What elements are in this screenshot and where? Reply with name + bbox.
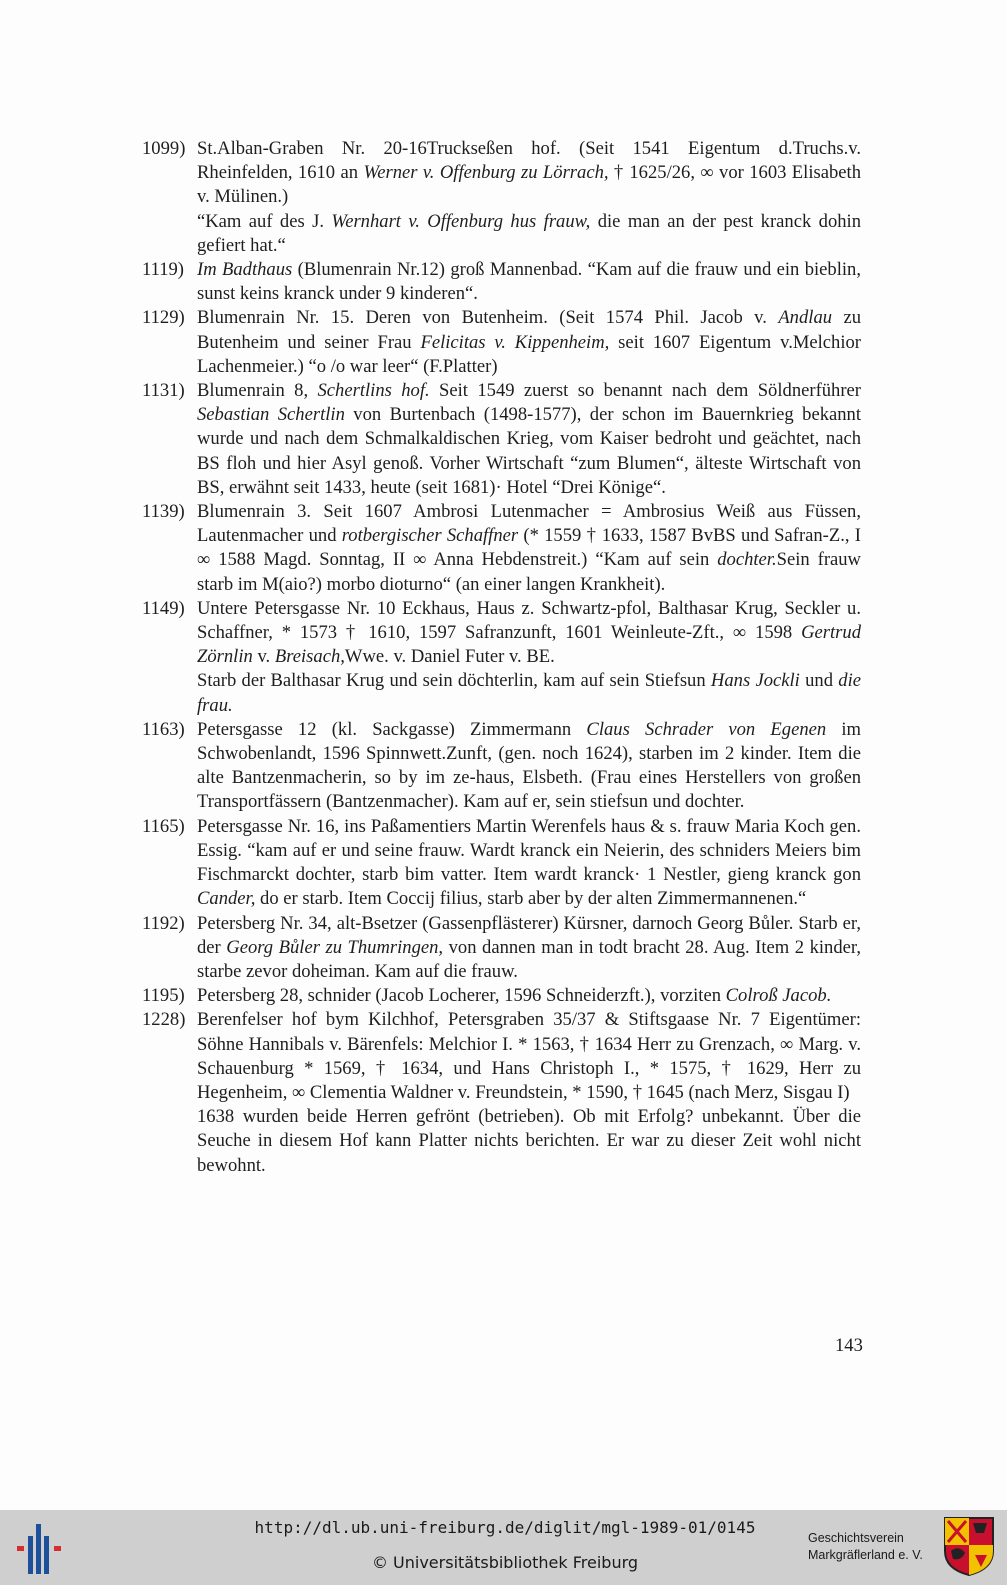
entry-number: 1139) xyxy=(142,501,185,523)
entry xyxy=(142,1008,862,1177)
text-segment: die man an der pest kranck dohin gefiert hat.“ xyxy=(197,210,862,256)
entry-number: 1149) xyxy=(142,597,185,619)
text-segment: Petersberg Nr. 34, alt-Bsetzer (Gassenpflästerer) Kürsner, darnoch Georg Bůler. Starb er, der xyxy=(197,912,861,958)
entry-paragraph xyxy=(197,1008,861,1105)
text-segment: von dannen man in todt bracht 28. Aug. Item 2 kinder, starbe zevor doheiman. Kam auf die frauw. xyxy=(197,936,862,982)
entry-paragraph xyxy=(197,379,861,500)
entry-paragraph xyxy=(197,669,861,717)
entry-number: 1099) xyxy=(142,138,186,159)
entry-number: 1228) xyxy=(142,1009,186,1031)
text-segment: Starb der Balthasar Krug und sein döchterlin, kam auf sein Stiefsun xyxy=(197,670,711,692)
entry xyxy=(142,137,862,258)
entry xyxy=(142,815,862,912)
entry-paragraph xyxy=(197,984,861,1008)
entry-number: 1195) xyxy=(142,985,185,1007)
text-segment: Wwe. v. Daniel Futer v. BE. xyxy=(344,646,555,668)
text-segment: (* 1559 † 1633, 1587 BvBS und Safran-Z., I ∞ 1588 Magd. Sonntag, II ∞ Anna Hebdenstreit.) “Kam auf sein xyxy=(197,525,861,571)
page-number: 143 xyxy=(835,1335,863,1356)
entry xyxy=(142,379,862,500)
source-url-link[interactable]: http://dl.ub.uni-freiburg.de/diglit/mgl-1989-01/0145 xyxy=(254,1518,756,1537)
entry xyxy=(142,912,862,985)
coat-of-arms-icon xyxy=(942,1515,996,1577)
entry-text xyxy=(197,500,861,597)
entry-text xyxy=(197,984,861,1008)
text-segment: (Blumenrain Nr.12) groß Mannenbad. “Kam auf die frauw und ein bieblin, sunst keins kranck under 9 kinderen“. xyxy=(197,259,861,305)
text-segment: Untere Petersgasse Nr. 10 Eckhaus, Haus z. Schwartz-pfol, Balthasar Krug, Seckler u. Schaffner, * 1573 † 1610, 1597 Safranzunft, 1601 Weinleute-Zft., ∞ 1598 xyxy=(197,597,861,644)
entry xyxy=(142,984,862,1008)
text-segment: St.Alban-Graben Nr. 20-16Truckseßen hof. (Seit 1541 Eigentum d.Truchs.v. Rheinfelden, 1610 an xyxy=(197,138,861,184)
entry-number: 1163) xyxy=(142,718,185,740)
text-segment: Blumenrain 3. Seit 1607 Ambrosi Lutenmacher = Ambrosius Weiß aus Füssen, Lautenmacher und xyxy=(197,501,861,547)
copyright-text: © Universitätsbibliothek Freiburg xyxy=(371,1553,639,1572)
text-segment: Berenfelser hof bym Kilchhof, Petersgraben 35/37 & Stiftsgaase Nr. 7 Eigentümer: Söhne Hannibals v. Bärenfels: Melchior I. * 1563, † 1634 Herr zu Grenzach, ∞ Marg. v. Schauenburg * 1569, † 1634, und Hans Christoph I., * 1575, † 1629, Herr zu Hegenheim, ∞ Clementia Waldner v. Freundstein, * 1590, † 1645 (nach Merz, Sisgau I) xyxy=(197,1009,861,1103)
entry xyxy=(142,718,862,815)
italic-segment: Colroß Jacob. xyxy=(725,985,832,1007)
italic-segment: Claus Schrader von Egenen xyxy=(586,718,827,740)
italic-segment: Hans Jockli xyxy=(710,670,800,692)
entry-number: 1192) xyxy=(142,912,185,934)
entry-text xyxy=(197,815,861,912)
entry-paragraph xyxy=(197,137,861,210)
italic-segment: Georg Bůler zu Thumringen, xyxy=(226,936,444,958)
entry xyxy=(142,597,862,718)
italic-segment: Breisach, xyxy=(274,646,345,668)
italic-segment: Im Badthaus xyxy=(197,259,293,281)
entry-paragraph xyxy=(197,1105,861,1178)
entry-text xyxy=(197,718,861,815)
text-segment: von Burtenbach (1498-1577), der schon im Bauernkrieg bekannt wurde und nach dem Schmalkaldischen Krieg, vom Kaiser bedroht und geächtet, nach BS floh und hier Asyl genoß. Vorher Wirtschaft “zum Blumen“, älteste Wirtschaft von BS, erwähnt seit 1433, heute (seit 1681)· Hotel “Drei Könige“. xyxy=(197,404,861,498)
text-segment: im Schwobenlandt, 1596 Spinnwett.Zunft, (gen. noch 1624), starben im 2 kinder. Item die alte Bantzenmacherin, so by im ze-haus, Elsbeth. (Frau eines Herstellers von großen Transportfässern (Bantzenmacher). Kam auf er, sein stiefsun und dochter. xyxy=(197,718,862,813)
entry-text xyxy=(197,912,861,985)
entry-text xyxy=(197,379,861,500)
italic-segment: Wernhart v. Offenburg hus frauw, xyxy=(331,210,591,232)
entry-number: 1131) xyxy=(142,380,185,402)
text-segment: Petersgasse Nr. 16, ins Paßamentiers Martin Werenfels haus & s. frauw Maria Koch gen. Essig. “kam auf er und seine frauw. Wardt kranck ein Neierin, des schniders Meiers bim Fischmarckt dochter, starb bim vatter. Item wardt kranck· 1 Nestler, gieng kranck gon xyxy=(197,815,861,886)
text-segment: Seit 1549 zuerst so benannt nach dem Söldnerführer xyxy=(429,380,861,402)
italic-segment: Schertlins hof. xyxy=(317,380,430,402)
text-segment: Blumenrain Nr. 15. Deren von Butenheim. (Seit 1574 Phil. Jacob v. xyxy=(197,307,779,329)
italic-segment: die frau. xyxy=(197,670,861,716)
italic-segment: Werner v. Offenburg zu Lörrach, xyxy=(363,162,609,184)
entry-paragraph xyxy=(197,500,861,597)
text-segment: Sein frauw starb im M(aio?) morbo dioturno“ (an einer langen Krankheit). xyxy=(197,549,861,595)
entry-text xyxy=(197,258,861,306)
entry-paragraph xyxy=(197,210,861,258)
text-segment: † 1625/26, ∞ vor 1603 Elisabeth v. Mülinen.) xyxy=(197,162,861,208)
entry xyxy=(142,258,862,306)
italic-segment: Felicitas v. Kippenheim, xyxy=(420,331,610,353)
italic-segment: Andlau xyxy=(778,307,833,329)
entry-text xyxy=(197,1008,861,1177)
entry-number: 1129) xyxy=(142,307,185,329)
entry-paragraph xyxy=(197,718,861,815)
society-name-line2: Markgräflerland e. V. xyxy=(808,1548,923,1562)
entry-list xyxy=(142,137,862,1178)
text-segment: und xyxy=(799,670,839,692)
text-segment: zu Butenheim und seiner Frau xyxy=(197,307,862,353)
entry-number: 1165) xyxy=(142,815,185,837)
entry-paragraph xyxy=(197,597,861,670)
entry-paragraph xyxy=(197,258,861,306)
italic-segment: dochter. xyxy=(717,549,777,571)
entry xyxy=(142,500,862,597)
italic-segment: Sebastian Schertlin xyxy=(197,404,345,426)
entry-number: 1119) xyxy=(142,259,184,281)
italic-segment: rotbergischer Schaffner xyxy=(341,525,519,547)
text-segment: Petersgasse 12 (kl. Sackgasse) Zimmermann xyxy=(197,718,587,740)
society-name xyxy=(808,1530,940,1564)
entry-paragraph xyxy=(197,306,861,379)
society-name-line1: Geschichtsverein xyxy=(808,1531,904,1545)
text-segment: 1638 wurden beide Herren gefrönt (betrieben). Ob mit Erfolg? unbekannt. Über die Seuche in diesem Hof kann Platter nichts berichten. Er war zu dieser Zeit wohl nicht bewohnt. xyxy=(197,1106,861,1176)
italic-segment: Gertrud Zörnlin xyxy=(197,622,861,668)
entry-paragraph xyxy=(197,815,861,912)
text-segment: v. xyxy=(252,646,275,668)
entry xyxy=(142,306,862,379)
entry-text xyxy=(197,306,861,379)
entry-text xyxy=(197,597,861,718)
library-logo-icon[interactable] xyxy=(14,1522,70,1574)
text-segment: do er starb. Item Coccij filius, starb aber by der alten Zimmermannenen.“ xyxy=(255,888,807,910)
text-segment: Petersberg 28, schnider (Jacob Locherer, 1596 Schneiderzft.), vorziten xyxy=(197,985,726,1007)
entry-text xyxy=(197,137,861,258)
entry-paragraph xyxy=(197,912,861,985)
italic-segment: Cander, xyxy=(197,888,256,910)
text-segment: Blumenrain 8, xyxy=(197,380,318,402)
text-segment: seit 1607 Eigentum v.Melchior Lachenmeier.) “o /o war leer“ (F.Platter) xyxy=(197,331,862,377)
text-segment: “Kam auf des J. xyxy=(197,210,332,232)
footer-bar xyxy=(0,1510,1007,1585)
